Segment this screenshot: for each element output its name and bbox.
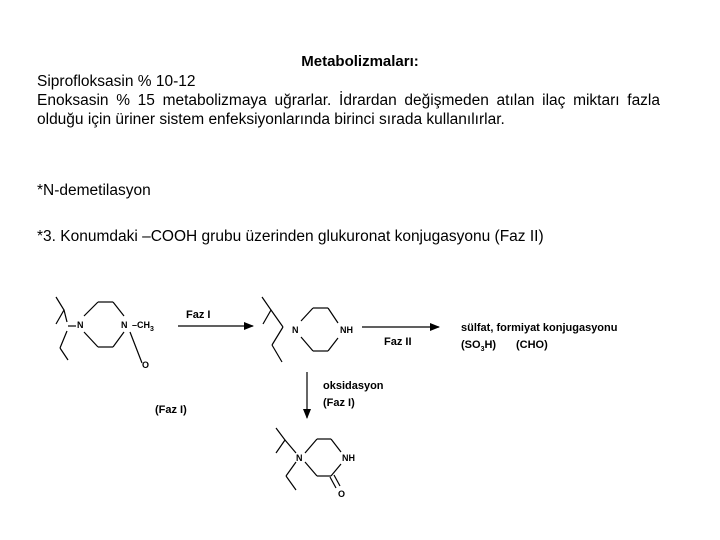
conjugation-so3h: $(SO_3H)$ (461, 339, 497, 353)
structure-piperazine (262, 297, 338, 362)
structure-piperazinone (276, 428, 341, 490)
faz1-side-label: (Faz I) (155, 404, 187, 416)
atom-oxygen-noxide: O (142, 360, 150, 370)
conjugation-label: sülfat, formiyat konjugasyonu (461, 322, 618, 334)
atom-nh-1: NH (340, 325, 353, 335)
atom-oxygen-carbonyl: O (338, 489, 346, 499)
faz1-arrow-label: Faz I (186, 309, 211, 321)
ciprofloxacin-line: Siprofloksasin % 10-12 (37, 73, 196, 90)
atom-nh-2: NH (342, 453, 355, 463)
enoxacin-paragraph: Enoksasin % 15 metabolizmaya uğrarlar. İdrardan değişmeden atılan ilaç miktarı fazla olduğu için üriner sistem enfeksiyonlarında birinci sırada kullanılırlar. (37, 92, 660, 128)
atom-n-2: N (121, 320, 128, 330)
oxidation-label: oksidasyon (323, 380, 384, 392)
atom-n-4: N (296, 453, 303, 463)
atom-ch3: $-CH_3$ (132, 320, 154, 333)
bullet-glucuronide-conjugation: *3. Konumdaki –COOH grubu üzerinden glukuronat konjugasyonu (Faz II) (37, 228, 544, 245)
oxidation-phase-label: (Faz I) (323, 397, 355, 409)
structure-n-methylpiperazine (56, 297, 142, 363)
faz2-arrow-label: Faz II (384, 336, 412, 348)
bullet-n-demethylation: *N-demetilasyon (37, 182, 151, 199)
slide-title: Metabolizmaları: (301, 53, 419, 70)
atom-n-1: N (77, 320, 84, 330)
conjugation-cho: (CHO) (516, 339, 548, 351)
atom-n-3: N (292, 325, 299, 335)
